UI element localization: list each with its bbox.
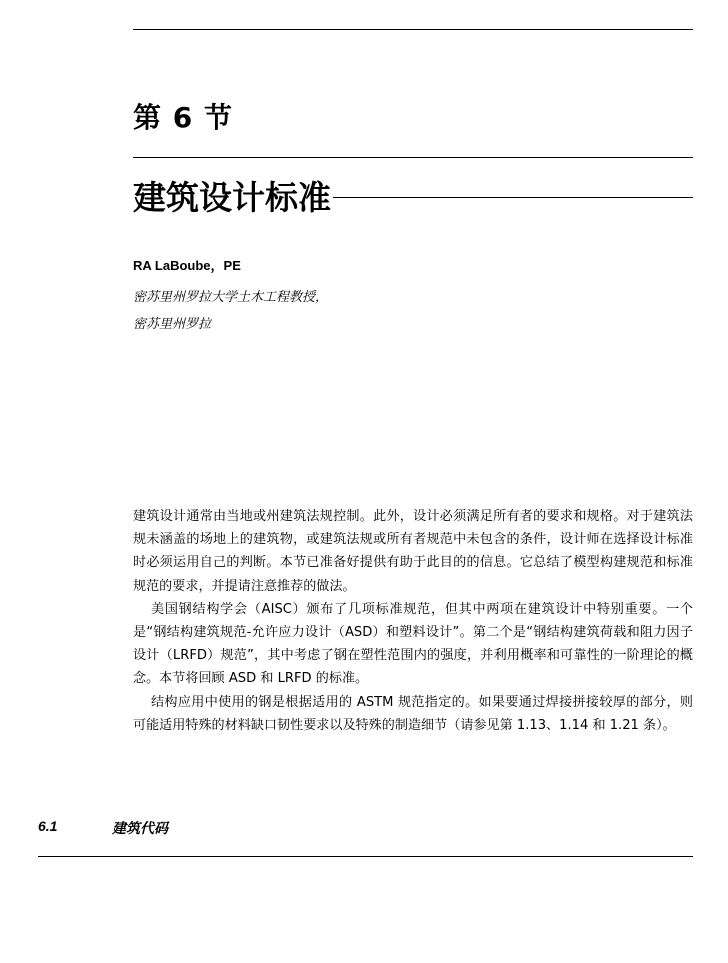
body-paragraph: 结构应用中使用的钢是根据适用的 ASTM 规范指定的。如果要通过焊接拼接较厚的部分，则可能适用特殊的材料缺口韧性要求以及特殊的制造细节（请参见第 1.13、1.14 和 1.21 条）。 bbox=[133, 694, 693, 733]
chapter-title: 建筑设计标准 bbox=[133, 176, 333, 220]
body-paragraph: 美国钢结构学会（AISC）颁布了几项标准规范，但其中两项在建筑设计中特别重要。一个是“钢结构建筑规范-允许应力设计（ASD）和塑料设计”。第二个是“钢结构建筑荷载和阻力因子设计（LRFD）规范”，其中考虑了钢在塑性范围内的强度，并利用概率和可靠性的一阶理论的概念。本节将回顾 ASD 和 LRFD 的标准。 bbox=[133, 601, 693, 687]
author-affiliation-line: 密苏里州罗拉 bbox=[133, 317, 212, 332]
chapter-title-top-rule bbox=[133, 157, 693, 158]
body-text bbox=[133, 505, 693, 737]
author-affiliation-line: 密苏里州罗拉大学土木工程教授， bbox=[133, 290, 329, 305]
body-paragraph: 建筑设计通常由当地或州建筑法规控制。此外，设计必须满足所有者的要求和规格。对于建筑法规未涵盖的场地上的建筑物，或建筑法规或所有者规范中未包含的条件，设计师在选择设计标准时必须运用自己的判断。本节已准备好提供有助于此目的的信息。它总结了模型构建规范和标准规范的要求，并提请注意推荐的做法。 bbox=[133, 509, 693, 594]
top-rule bbox=[133, 29, 693, 30]
section-number: 6.1 bbox=[38, 818, 58, 834]
section-title: 建筑代码 bbox=[112, 821, 168, 837]
author-name: RA LaBoube，PE bbox=[133, 258, 241, 273]
section-rule bbox=[38, 856, 693, 857]
chapter-number: 第 6 节 bbox=[133, 101, 233, 134]
